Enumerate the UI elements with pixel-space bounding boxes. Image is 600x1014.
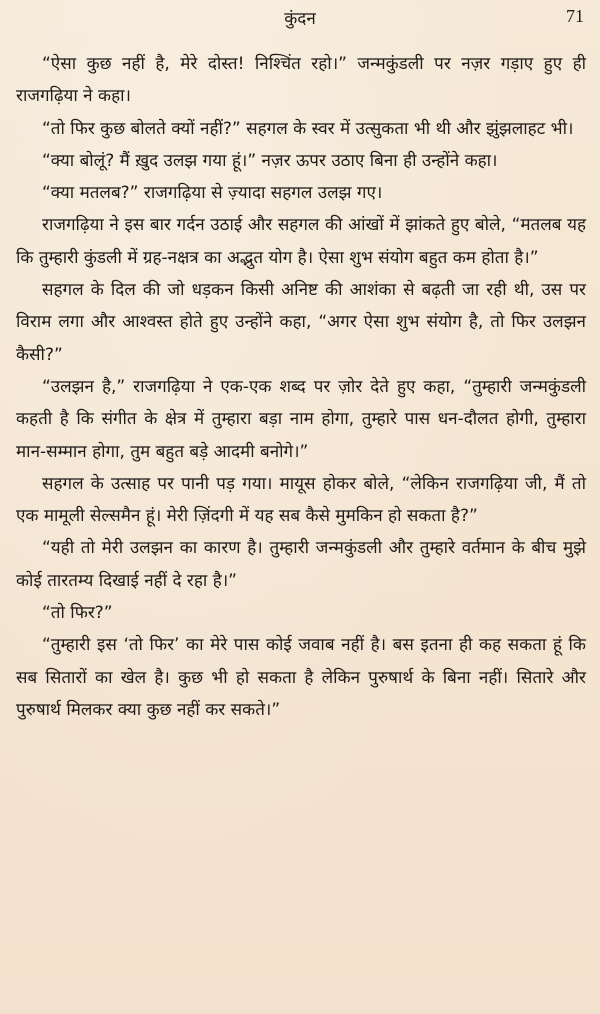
page-header [0, 4, 600, 34]
running-title: कुंदन [284, 9, 316, 29]
paragraph: “क्या बोलूं? मैं ख़ुद उलझ गया हूं।” नज़र ऊपर उठाए बिना ही उन्होंने कहा। [42, 150, 498, 171]
page-number: 71 [566, 6, 584, 26]
paragraph: “तुम्हारी इस ‘तो फिर’ का मेरे पास कोई जवाब नहीं है। बस इतना ही कह सकता हूं कि सब सितारों का खेल है। कुछ भी हो सकता है लेकिन पुरुषार्थ के बिना नहीं। सितारे और पुरुषार्थ मिलकर क्या कुछ नहीं कर सकते।” [16, 635, 586, 720]
paragraph: “ऐसा कुछ नहीं है, मेरे दोस्त! निश्चिंत रहो।” जन्मकुंडली पर नज़र गड़ाए हुए ही राजगढ़िया ने कहा। [16, 54, 586, 107]
paragraph: सहगल के दिल की जो धड़कन किसी अनिष्ट की आशंका से बढ़ती जा रही थी, उस पर विराम लगा और आश्वस्त होते हुए उन्होंने कहा, “अगर ऐसा शुभ संयोग है, तो फिर उलझन कैसी?” [16, 280, 586, 365]
paragraph: सहगल के उत्साह पर पानी पड़ गया। मायूस होकर बोले, “लेकिन राजगढ़िया जी, मैं तो एक मामूली सेल्समैन हूं। मेरी ज़िंदगी में यह सब कैसे मुमकिन हो सकता है?” [16, 473, 586, 527]
paragraph: “यही तो मेरी उलझन का कारण है। तुम्हारी जन्मकुंडली और तुम्हारे वर्तमान के बीच मुझे कोई तारतम्य दिखाई नहीं दे रहा है।” [16, 538, 586, 591]
paragraph: “तो फिर?” [42, 603, 113, 624]
paragraph: “क्या मतलब?” राजगढ़िया से ज़्यादा सहगल उलझ गए। [42, 183, 383, 204]
paragraph: “तो फिर कुछ बोलते क्यों नहीं?” सहगल के स्वर में उत्सुकता भी थी और झुंझलाहट भी। [42, 118, 574, 139]
body-text [16, 48, 586, 726]
paragraph: “उलझन है,” राजगढ़िया ने एक-एक शब्द पर ज़ोर देते हुए कहा, “तुम्हारी जन्मकुंडली कहती है कि संगीत के क्षेत्र में तुम्हारा बड़ा नाम होगा, तुम्हारे पास धन-दौलत होगी, तुम्हारा मान-सम्मान होगा, तुम बहुत बड़े आदमी बनोगे।” [16, 376, 586, 462]
paragraph: राजगढ़िया ने इस बार गर्दन उठाई और सहगल की आंखों में झांकते हुए बोले, “मतलब यह कि तुम्हारी कुंडली में ग्रह-नक्षत्र का अद्भुत योग है। ऐसा शुभ संयोग बहुत कम होता है।” [16, 215, 586, 268]
